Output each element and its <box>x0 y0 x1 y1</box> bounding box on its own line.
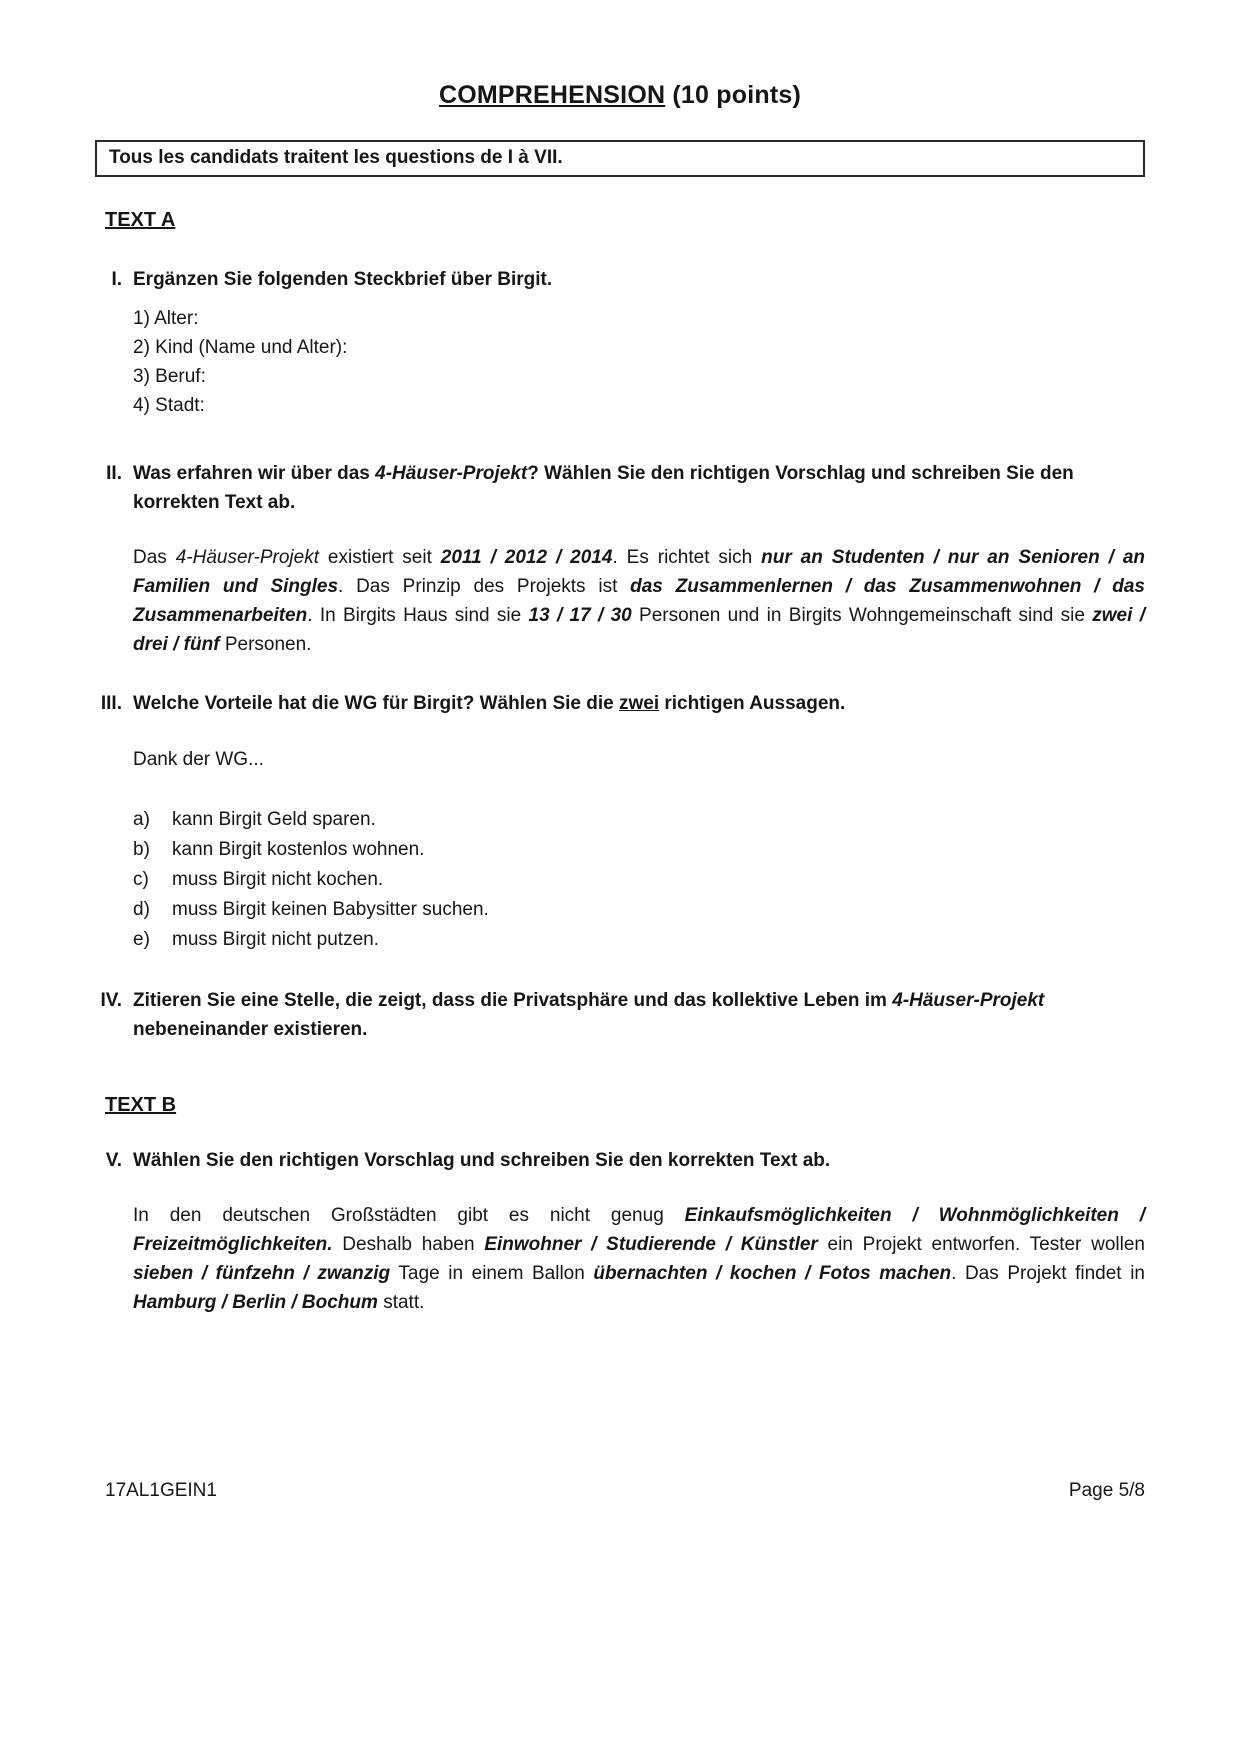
question-ii-body <box>133 459 1145 659</box>
question-iv-body <box>133 986 1145 1044</box>
option-d-text: muss Birgit keinen Babysitter suchen. <box>172 899 489 920</box>
steckbrief-field-kind: 2) Kind (Name und Alter): <box>133 337 348 358</box>
question-ii-gap-text: Das 4-Häuser-Projekt existiert seit 2011 / 2012 / 2014. Es richtet sich nur an Studenten / nur an Senioren / an Familien und Singles. Das Prinzip des Projekts ist das Zusammenlernen / das Zusammenwohnen / das Zusammenarbeiten. In Birgits Haus sind sie 13 / 17 / 30 Personen und in Birgits Wohngemeinschaft sind sie zwei / drei / fünf Personen. <box>133 547 1145 655</box>
question-iii-options <box>133 805 1145 955</box>
question-iii-prompt: Welche Vorteile hat die WG für Birgit? Wählen Sie die zwei richtigen Aussagen. <box>133 693 846 714</box>
question-i-prompt: Ergänzen Sie folgenden Steckbrief über Birgit. <box>133 269 553 290</box>
question-v-gap-text: In den deutschen Großstädten gibt es nicht genug Einkaufsmöglichkeiten / Wohnmöglichkeiten / Freizeitmöglichkeiten. Deshalb haben Einwohner / Studierende / Künstler ein Projekt entworfen. Tester wollen sieben / fünfzehn / zwanzig Tage in einem Ballon übernachten / kochen / Fotos machen. Das Projekt findet in Hamburg / Berlin / Bochum statt. <box>133 1205 1145 1313</box>
option-c-text: muss Birgit nicht kochen. <box>172 869 384 890</box>
option-row-c <box>133 865 1145 895</box>
option-a-text: kann Birgit Geld sparen. <box>172 809 376 830</box>
option-row-b <box>133 835 1145 865</box>
steckbrief-fields <box>133 304 1145 420</box>
question-iii <box>95 689 1145 955</box>
option-row-a <box>133 805 1145 835</box>
question-v-prompt: Wählen Sie den richtigen Vorschlag und schreiben Sie den korrekten Text ab. <box>133 1150 831 1171</box>
question-iv-prompt: Zitieren Sie eine Stelle, die zeigt, dass die Privatsphäre und das kollektive Leben im 4-Häuser-Projekt nebeneinander existieren. <box>133 990 1045 1040</box>
option-d-label: d) <box>133 899 150 920</box>
question-v-body <box>133 1146 1145 1317</box>
option-row-d <box>133 895 1145 925</box>
steckbrief-field-alter: 1) Alter: <box>133 308 199 329</box>
option-e-text: muss Birgit nicht putzen. <box>172 929 379 950</box>
instruction-box <box>95 140 1145 177</box>
steckbrief-field-beruf: 3) Beruf: <box>133 366 206 387</box>
footer-page-number: Page 5/8 <box>1068 1480 1145 1501</box>
footer-document-code: 17AL1GEIN1 <box>105 1480 217 1501</box>
question-ii-number: II. <box>106 463 122 484</box>
page-footer <box>95 1478 1145 1504</box>
section-heading-text-b <box>105 1091 1145 1120</box>
question-i-number: I. <box>111 269 122 290</box>
steckbrief-field-stadt: 4) Stadt: <box>133 395 205 416</box>
option-c-label: c) <box>133 869 149 890</box>
question-iv-number: IV. <box>100 990 122 1011</box>
option-b-text: kann Birgit kostenlos wohnen. <box>172 839 425 860</box>
page-title: COMPREHENSION (10 points) <box>439 81 801 109</box>
instruction-box-text: Tous les candidats traitent les questions de I à VII. <box>109 147 563 168</box>
question-iii-intro: Dank der WG... <box>133 749 264 770</box>
section-heading-text-a <box>105 206 1145 235</box>
question-ii-prompt: Was erfahren wir über das 4-Häuser-Projekt? Wählen Sie den richtigen Vorschlag und schreiben Sie den korrekten Text ab. <box>133 463 1074 513</box>
question-iv <box>95 986 1145 1044</box>
question-v-number: V. <box>105 1150 122 1171</box>
question-i-body <box>133 265 1145 420</box>
option-a-label: a) <box>133 809 150 830</box>
question-i <box>95 265 1145 420</box>
section-heading-text-b-label: TEXT B <box>105 1094 177 1116</box>
option-b-label: b) <box>133 839 150 860</box>
option-e-label: e) <box>133 929 150 950</box>
question-iii-number: III. <box>100 693 122 714</box>
option-row-e <box>133 925 1145 955</box>
question-iii-body <box>133 689 1145 955</box>
section-heading-text-a-label: TEXT A <box>105 209 176 231</box>
question-ii <box>95 459 1145 659</box>
question-v <box>95 1146 1145 1317</box>
